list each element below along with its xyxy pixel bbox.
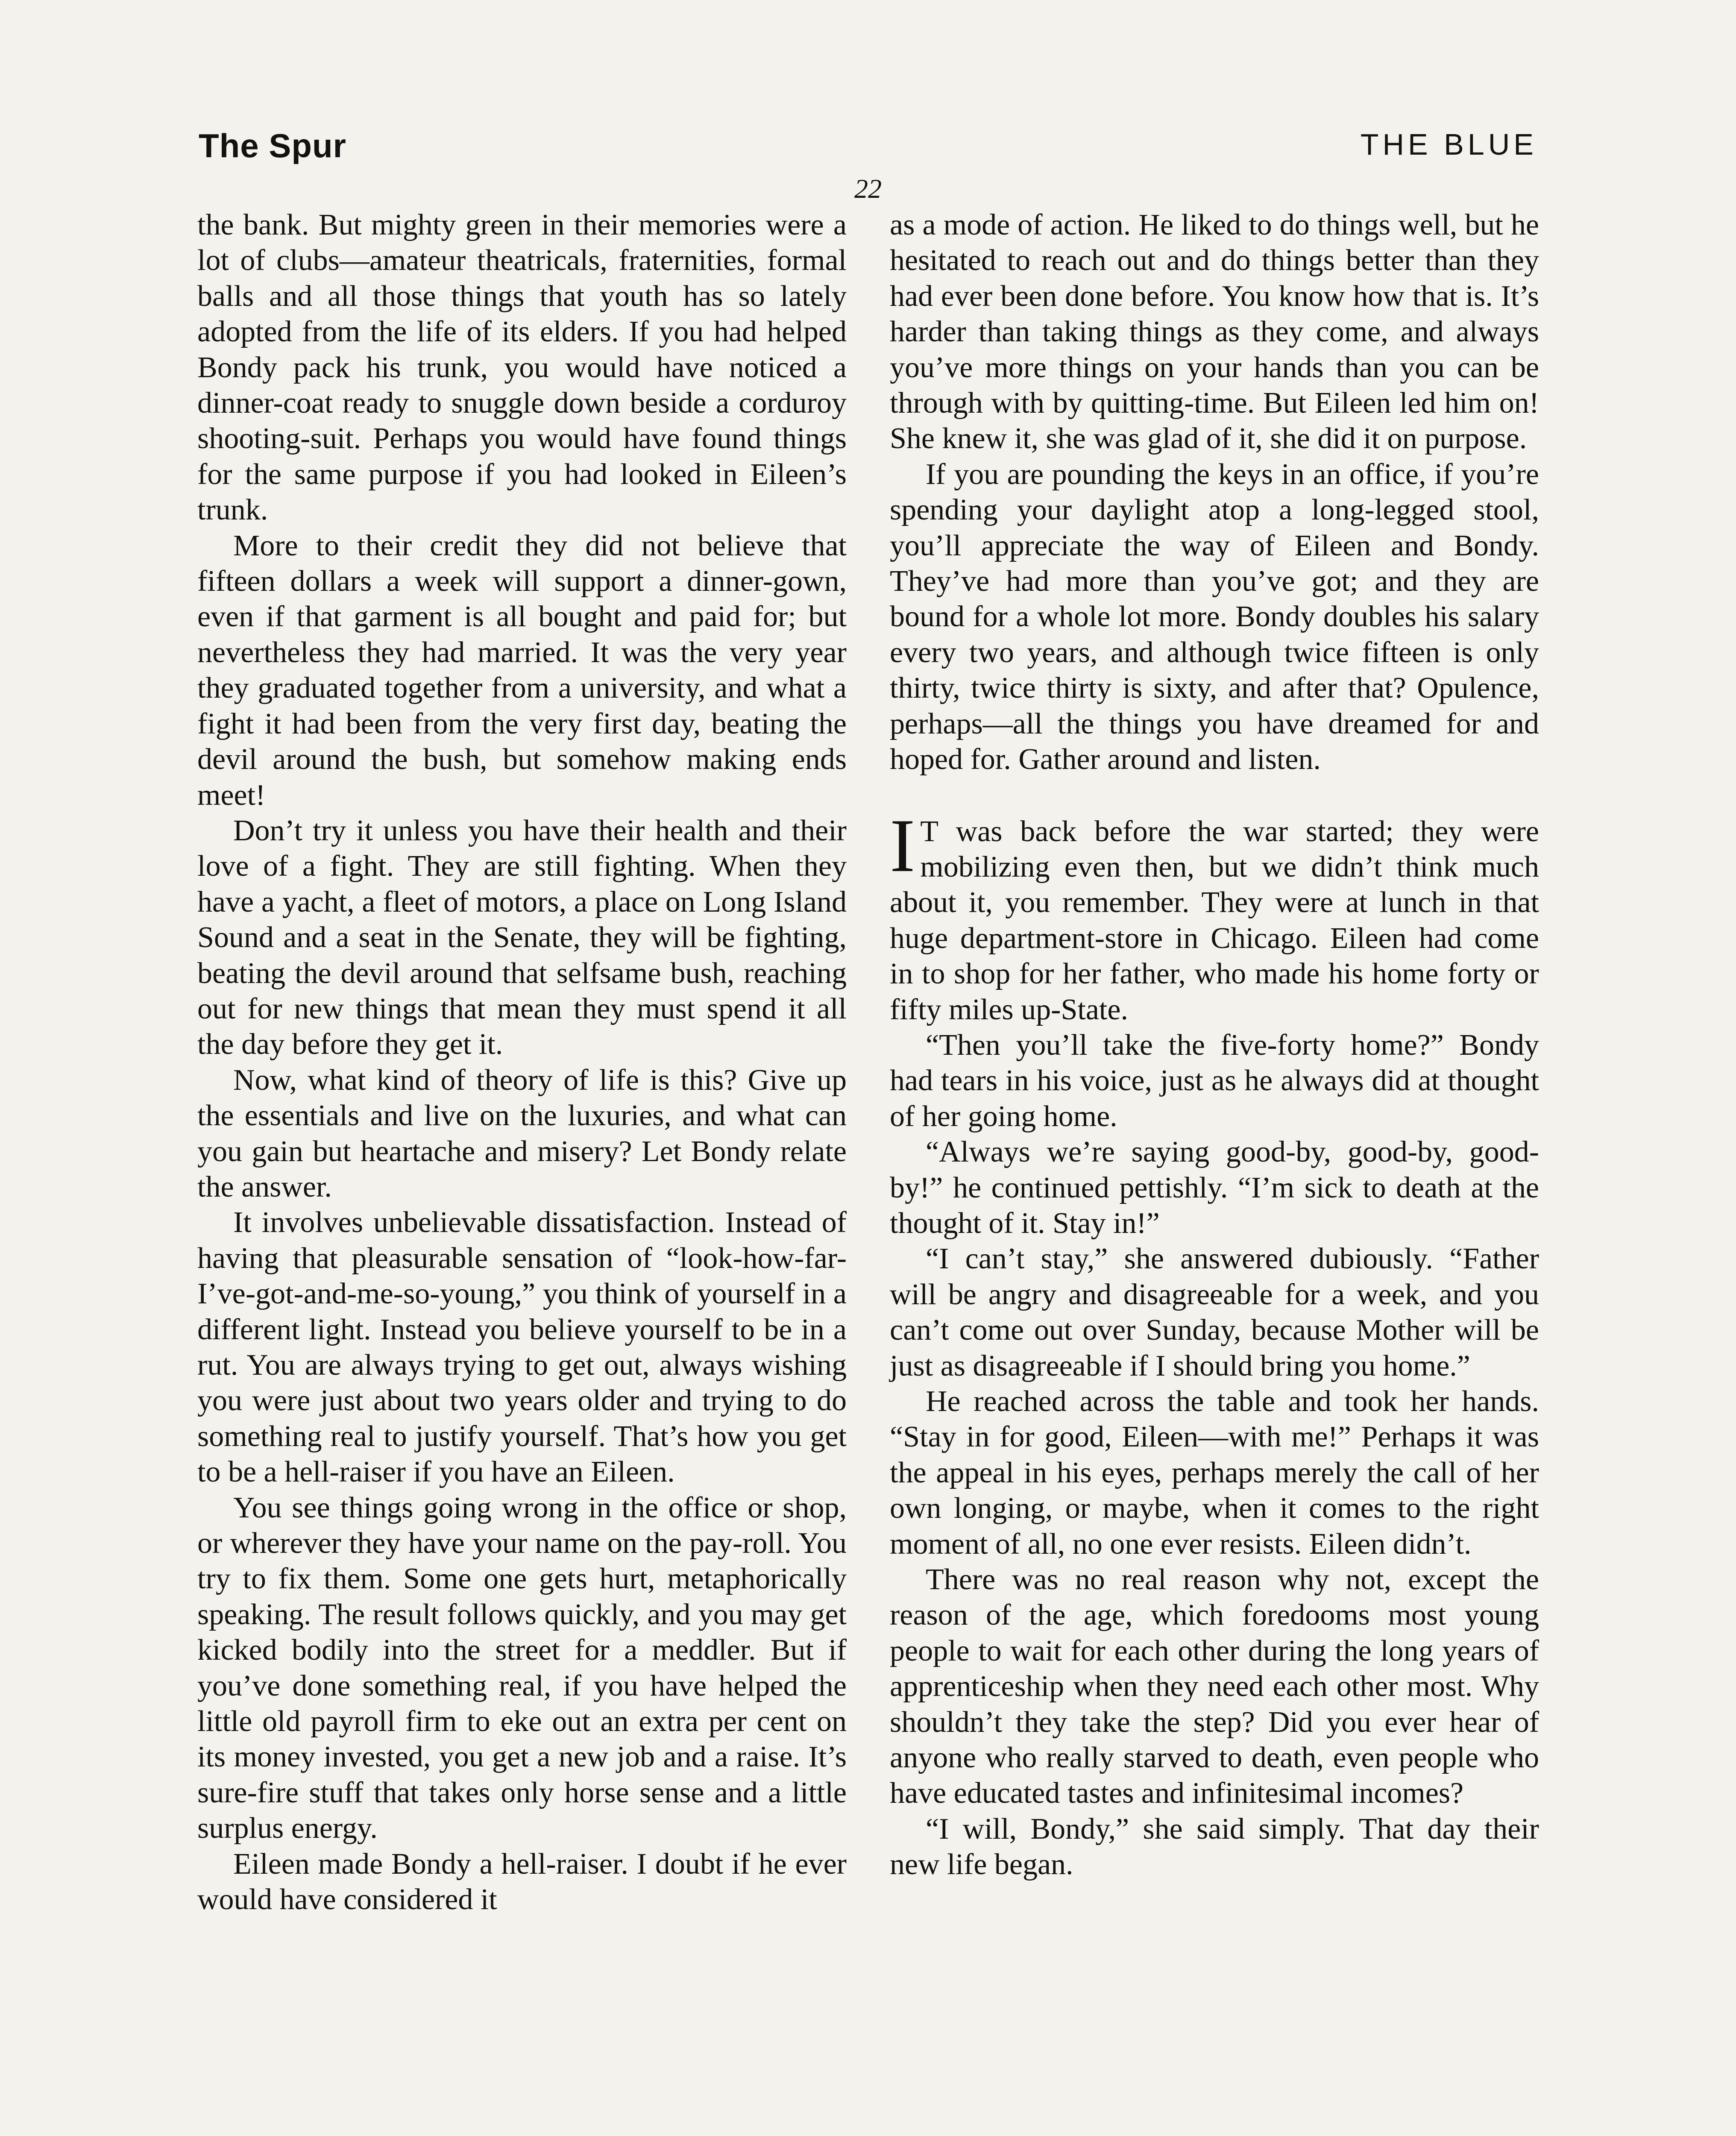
paragraph: “Then you’ll take the five-forty home?” Bondy had tears in his voice, just as he always did at thought of her going home. bbox=[890, 1028, 1539, 1133]
paragraph: as a mode of action. He liked to do things well, but he hesitated to reach out and do things better than they had ever been done before. You know how that is. It’s harder than taking things as they come, and always you’ve more things on your hands than you can be through with by quitting-time. But Eileen led him on! She knew it, she was glad of it, she did it on purpose. bbox=[890, 208, 1539, 455]
paragraph: If you are pounding the keys in an office, if you’re spending your daylight atop a long-legged stool, you’ll appreciate the way of Eileen and Bondy. They’ve had more than you’ve got; and they are bound for a whole lot more. Bondy doubles his salary every two years, and although twice fifteen is only thirty, twice thirty is sixty, and after that? Opulence, perhaps—all the things you have dreamed for and hoped for. Gather around and listen. bbox=[890, 458, 1539, 776]
running-header-left: The Spur bbox=[199, 127, 347, 164]
paragraph: the bank. But mighty green in their memories were a lot of clubs—amateur theatricals, fraternities, formal balls and all those things that youth has so lately adopted from the life of its elders. If you had helped Bondy pack his trunk, you would have noticed a dinner-coat ready to snuggle down beside a corduroy shooting-suit. Perhaps you would have found things for the same purpose if you had looked in Eileen’s trunk. bbox=[197, 208, 847, 527]
paragraph: “I can’t stay,” she answered dubiously. “Father will be angry and disagreeable for a week, and you can’t come out over Sunday, because Mother will be just as disagreeable if I should bring you home.” bbox=[890, 1242, 1539, 1382]
paragraph: He reached across the table and took her hands. “Stay in for good, Eileen—with me!” Perhaps it was the appeal in his eyes, perhaps merely the call of her own longing, or maybe, when it comes to the right moment of all, no one ever resists. Eileen didn’t. bbox=[890, 1385, 1539, 1561]
drop-cap: I bbox=[890, 803, 915, 888]
paragraph: More to their credit they did not believe that fifteen dollars a week will support a dinner-gown, even if that garment is all bought and paid for; but nevertheless they had married. It was the very year they graduated together from a university, and what a fight it had been from the very first day, beating the devil around the bush, but somehow making ends meet! bbox=[197, 529, 847, 812]
paragraph: You see things going wrong in the office or shop, or wherever they have your name on the pay-roll. You try to fix them. Some one gets hurt, metaphorically speaking. The result follows quickly, and you may get kicked bodily into the street for a meddler. But if you’ve done something real, if you have helped the little old payroll firm to eke out an extra per cent on its money invested, you get a new job and a raise. It’s sure-fire stuff that takes only horse sense and a little surplus energy. bbox=[197, 1491, 847, 1845]
paragraph: Now, what kind of theory of life is this? Give up the essentials and live on the luxuries, and what can you gain but heartache and misery? Let Bondy relate the answer. bbox=[197, 1063, 847, 1203]
running-header-right: THE BLUE bbox=[1360, 128, 1537, 161]
paragraph: Eileen made Bondy a hell-raiser. I doubt if he ever would have considered it bbox=[197, 1847, 847, 1916]
page-number: 22 bbox=[854, 173, 882, 204]
right-text-column bbox=[890, 207, 1539, 1883]
paragraph: There was no real reason why not, except the reason of the age, which foredooms most young people to wait for each other during the long years of apprenticeship when they need each other most. Why shouldn’t they take the step? Did you ever hear of anyone who really starved to death, even people who have educated tastes and infinitesimal incomes? bbox=[890, 1563, 1539, 1810]
paragraph: “Always we’re saying good-by, good-by, good-by!” he continued pettishly. “I’m sick to death at the thought of it. Stay in!” bbox=[890, 1135, 1539, 1240]
paragraph: It involves unbelievable dissatisfaction. Instead of having that pleasurable sensation of “look-how-far-I’ve-got-and-me-so-young,” you think of yourself in a different light. Instead you believe yourself to be in a rut. You are always trying to get out, always wishing you were just about two years older and trying to do something real to justify yourself. That’s how you get to be a hell-raiser if you have an Eileen. bbox=[197, 1206, 847, 1489]
left-text-column bbox=[197, 207, 847, 1918]
section-opening-paragraph bbox=[890, 803, 1539, 1027]
paragraph: “I will, Bondy,” she said simply. That day their new life began. bbox=[890, 1812, 1539, 1881]
paragraph: Don’t try it unless you have their health and their love of a fight. They are still fighting. When they have a yacht, a fleet of motors, a place on Long Island Sound and a seat in the Senate, they will be fighting, beating the devil around that selfsame bush, reaching out for new things that mean they must spend it all the day before they get it. bbox=[197, 814, 847, 1061]
section-opening-text: T was back before the war started; they were mobilizing even then, but we didn’t think much about it, you remember. They were at lunch in that huge department-store in Chicago. Eileen had come in to shop for her father, who made his home forty or fifty miles up-State. bbox=[890, 815, 1539, 1026]
